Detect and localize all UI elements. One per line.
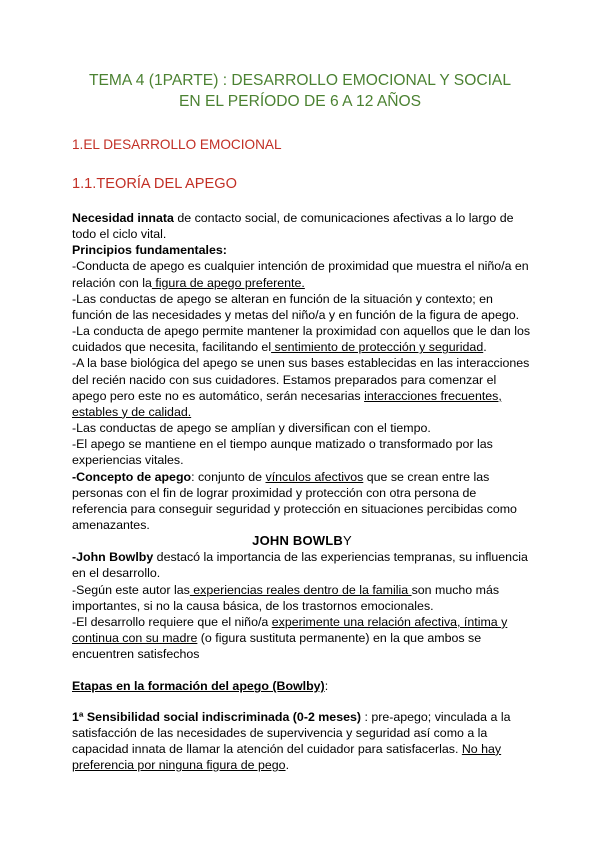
subheading-principios: Principios fundamentales: <box>72 243 227 258</box>
item-text: -Las conductas de apego se alteran en función de la situación y contexto; en función de las necesidades y metas del niño/a y en función de la figura de apego. <box>72 291 520 322</box>
item-text: -Según este autor las <box>72 582 190 597</box>
bold-term: -John Bowlby <box>72 550 154 565</box>
list-item <box>72 436 532 468</box>
item-text-end: son mucho más importantes, si no la causa básica, de los trastornos emocionales. <box>72 582 500 613</box>
spacer <box>72 662 532 678</box>
bold-term: 1ª Sensibilidad social indiscriminada (0-2 meses) <box>72 709 365 724</box>
etapas-heading-text: Etapas en la formación del apego (Bowlby) <box>72 679 325 694</box>
paragraph-necesidad <box>72 210 532 242</box>
bold-term: -Concepto de apego <box>72 469 192 484</box>
section-heading-1-1: 1.1.TEORÍA DEL APEGO <box>72 176 237 192</box>
item-text: -Conducta de apego es cualquier intención de proximidad que muestra el niño/a en relación con la <box>72 259 529 290</box>
underlined-text: experimente una relación afectiva, íntima y continua con su madre <box>72 614 508 646</box>
item-text: -A la base biológica del apego se unen sus bases establecidas en las interacciones del recién nacido con sus cuidadores. Estamos preparados para comenzar el apego pero este no es automático, serán necesarias <box>72 356 530 403</box>
item-text-end: . <box>285 758 290 772</box>
spacer <box>72 695 532 709</box>
list-item <box>72 323 532 355</box>
list-item-concepto <box>72 469 532 534</box>
item-text: -El desarrollo requiere que el niño/a <box>72 614 272 629</box>
underlined-text: experiencias reales dentro de la familia <box>189 582 412 597</box>
item-text: : conjunto de <box>191 469 266 484</box>
underlined-text: interacciones frecuentes, estables y de calidad. <box>72 388 502 419</box>
etapas-colon: : <box>324 679 329 694</box>
item-text: -La conducta de apego permite mantener la proximidad con aquellos que le dan los cuidados que necesita, facilitando el <box>72 324 531 355</box>
paragraph-text: de contacto social, de comunicaciones afectivas a lo largo de todo el ciclo vital. <box>72 211 514 242</box>
item-text: : pre-apego; vinculada a la satisfacción de las necesidades de supervivencia y seguridad así como a la capacidad innata de llamar la atención del cuidador para satisfacerlas. <box>72 709 511 756</box>
item-text-end: . <box>483 340 487 355</box>
title-line-1: TEMA 4 (1PARTE) : DESARROLLO EMOCIONAL Y SOCIAL <box>88 72 512 89</box>
list-item <box>72 355 532 420</box>
item-text: destacó la importancia de las experiencias tempranas, su influencia en el desarrollo. <box>72 550 528 581</box>
document-title <box>40 70 560 112</box>
bowlby-heading-tail: Y <box>342 533 352 549</box>
section-heading-1: 1.EL DESARROLLO EMOCIONAL <box>72 137 282 152</box>
bowlby-item <box>72 582 532 614</box>
list-item <box>72 258 532 290</box>
stage-1 <box>72 709 532 774</box>
bowlby-item <box>72 614 532 662</box>
underlined-text: No hay preferencia por ninguna figura de pego <box>72 741 502 772</box>
title-line-2: EN EL PERÍODO DE 6 A 12 AÑOS <box>178 93 422 110</box>
bowlby-heading-main: JOHN BOWLB <box>252 533 343 549</box>
item-text: -El apego se mantiene en el tiempo aunque matizado o transformado por las experiencias vitales. <box>72 437 493 468</box>
underlined-text: figura de apego preferente. <box>151 275 305 290</box>
item-text-end: que se crean entre las personas con el fin de lograr proximidad y protección con otra persona de referencia para conseguir seguridad y protección en situaciones percibidas como amenazantes. <box>72 469 517 532</box>
underlined-text: sentimiento de protección y seguridad <box>271 340 484 355</box>
list-item <box>72 291 532 323</box>
bold-term: Necesidad innata <box>72 211 174 225</box>
etapas-heading <box>72 678 532 694</box>
document-body <box>72 210 532 773</box>
list-item <box>72 420 532 436</box>
item-text: -Las conductas de apego se amplían y diversifican con el tiempo. <box>72 421 431 436</box>
bowlby-item <box>72 549 532 581</box>
underlined-text: vínculos afectivos <box>265 469 364 484</box>
item-text-end: (o figura sustituta permanente) en la que ambos se encuentren satisfechos <box>72 631 482 662</box>
bowlby-heading <box>72 533 532 549</box>
